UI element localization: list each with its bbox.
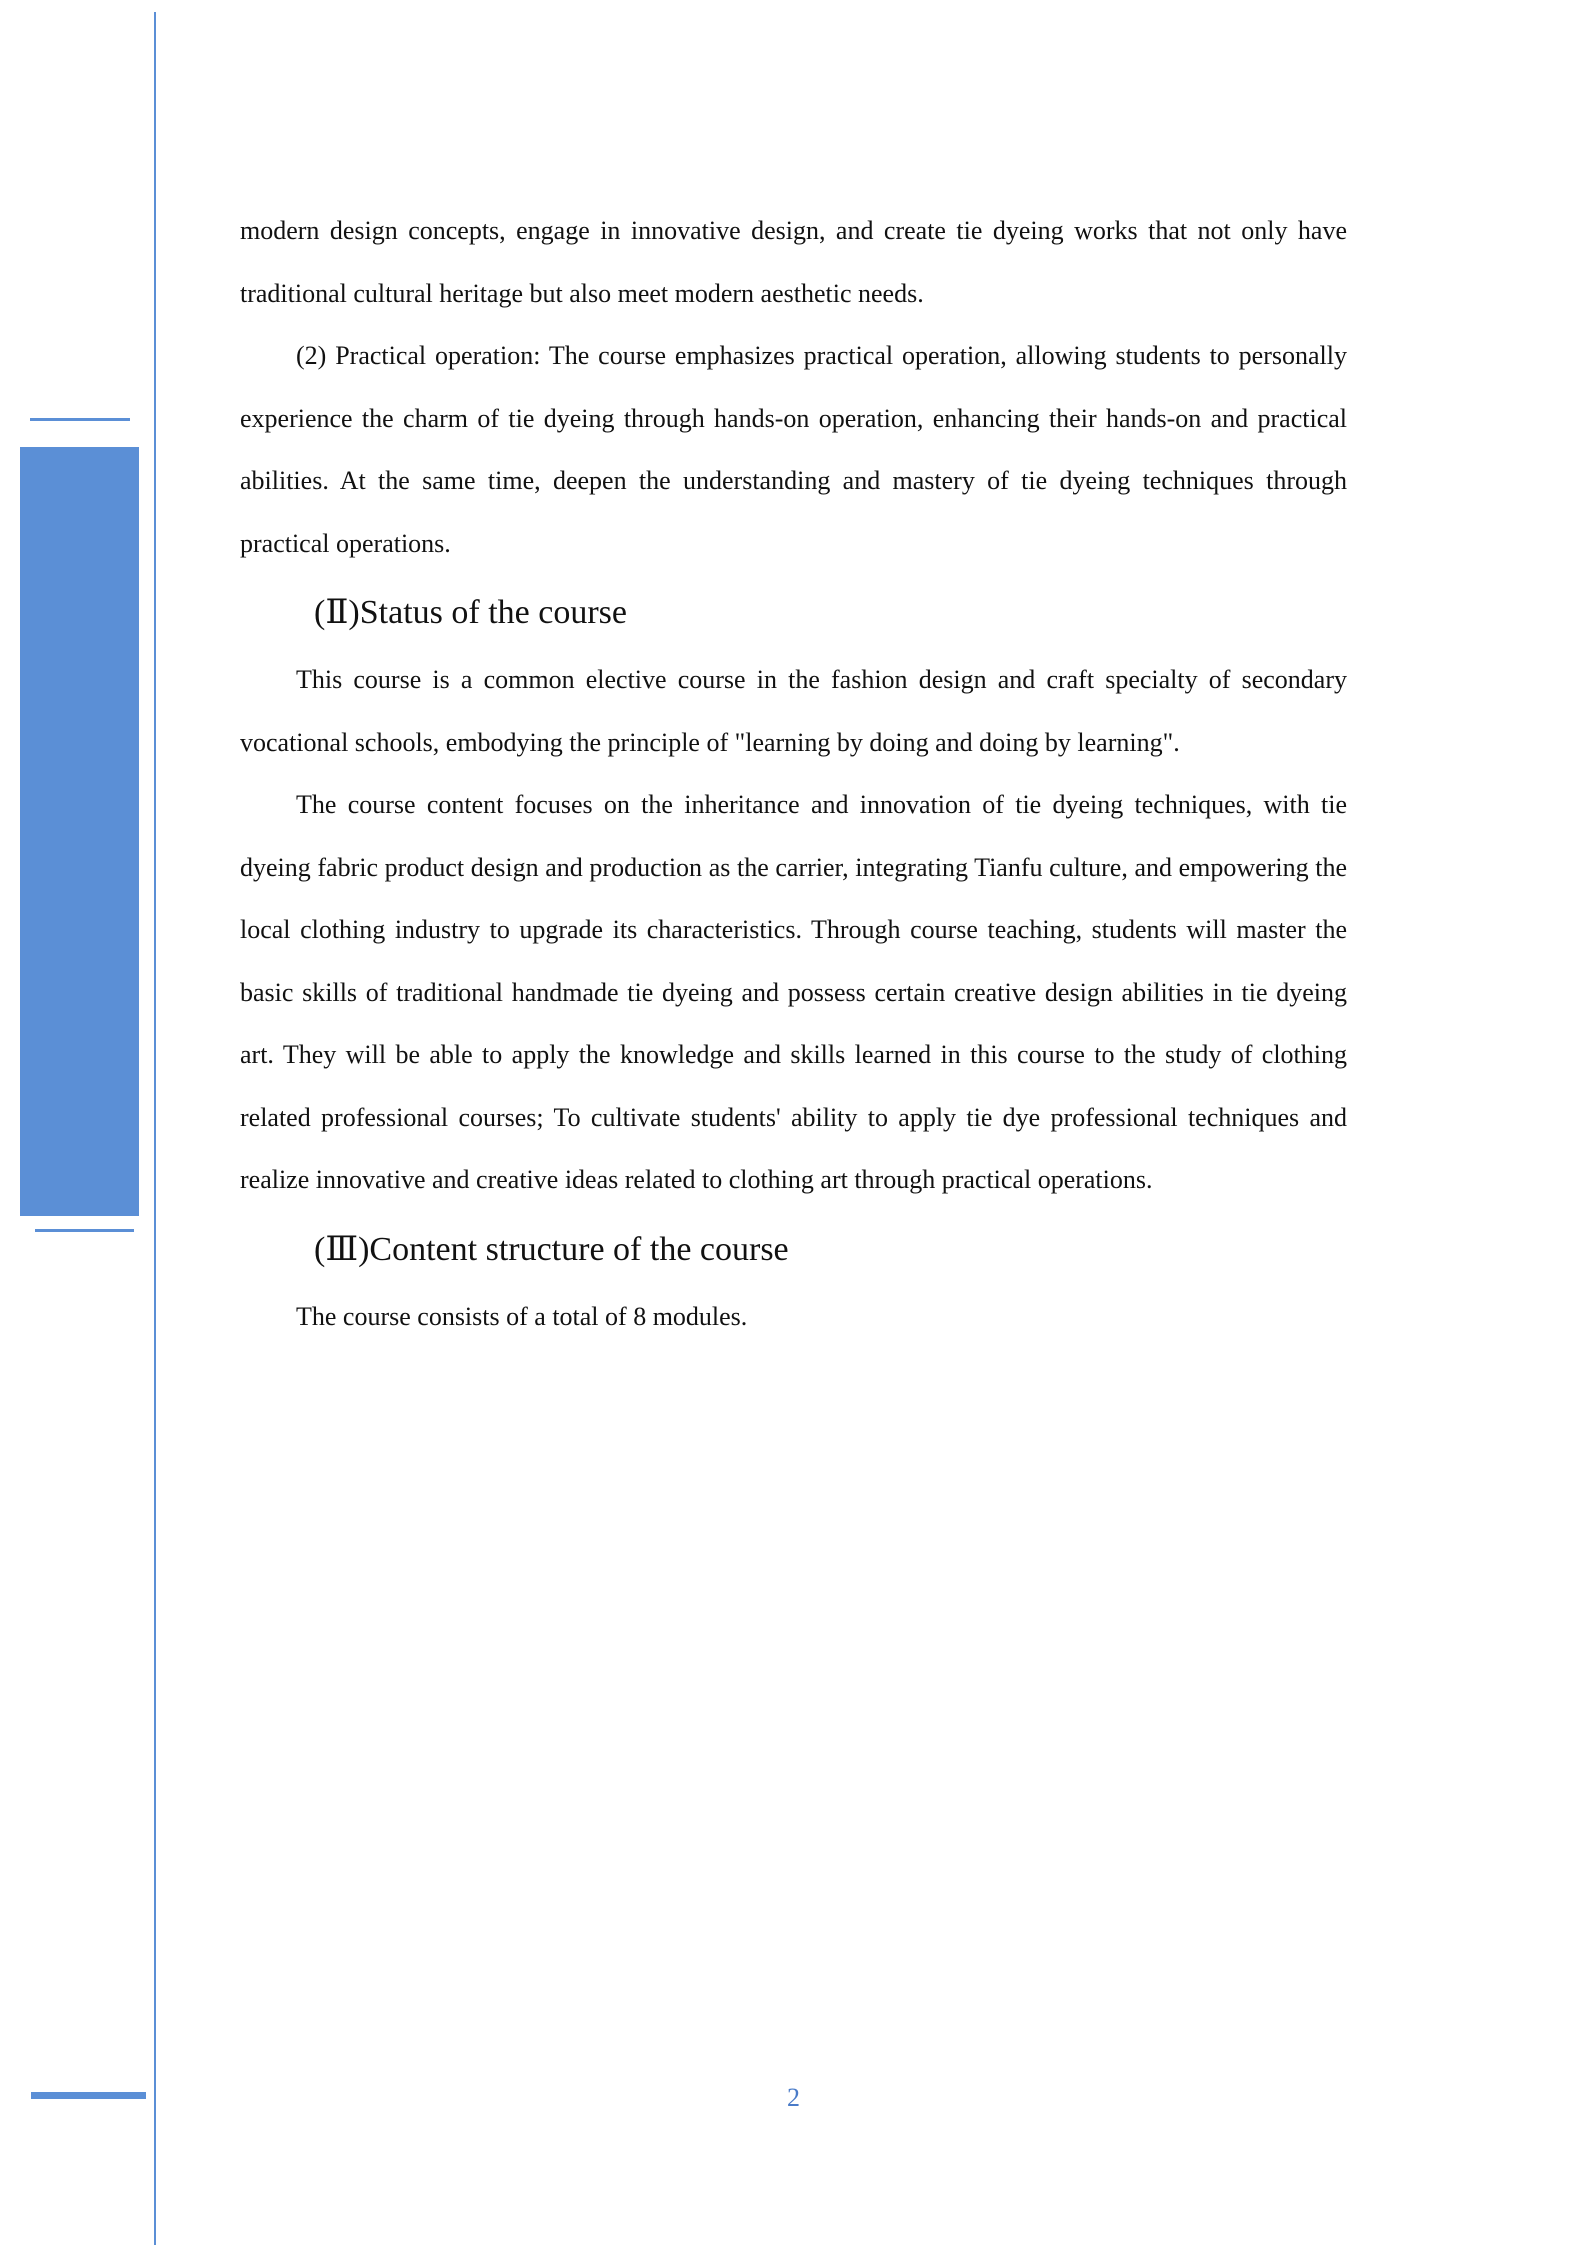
paragraph-status-intro: This course is a common elective course in the fashion design and craft specialty of secondary vocational schools, embodying the principle of "learning by doing and doing by learning".	[240, 665, 1347, 757]
document-body	[240, 200, 1347, 1348]
side-rule-middle	[35, 1229, 134, 1232]
side-color-block	[20, 447, 139, 1216]
paragraph-continuation: modern design concepts, engage in innovative design, and create tie dyeing works that not only have traditional cultural heritage but also meet modern aesthetic needs.	[240, 216, 1347, 308]
section-heading-content-structure: (Ⅲ)Content structure of the course	[314, 1230, 789, 1268]
paragraph-practical-operation: (2) Practical operation: The course emphasizes practical operation, allowing students to personally experience the charm of tie dyeing through hands-on operation, enhancing their hands-on and practical abilities. At the same time, deepen the understanding and mastery of tie dyeing techniques through practical operations.	[240, 341, 1347, 558]
section-heading-status: (Ⅱ)Status of the course	[314, 594, 627, 631]
page-number: 2	[787, 2083, 800, 2112]
side-rule-top	[30, 418, 130, 421]
paragraph-modules: The course consists of a total of 8 modules.	[296, 1301, 748, 1331]
left-vertical-rule	[154, 12, 156, 2245]
paragraph-course-content: The course content focuses on the inheritance and innovation of tie dyeing techniques, with tie dyeing fabric product design and production as the carrier, integrating Tianfu culture, and empowering the local clothing industry to upgrade its characteristics. Through course teaching, students will master the basic skills of traditional handmade tie dyeing and possess certain creative design abilities in tie dyeing art. They will be able to apply the knowledge and skills learned in this course to the study of clothing related professional courses; To cultivate students' ability to apply tie dye professional techniques and realize innovative and creative ideas related to clothing art through practical operations.	[240, 790, 1347, 1194]
